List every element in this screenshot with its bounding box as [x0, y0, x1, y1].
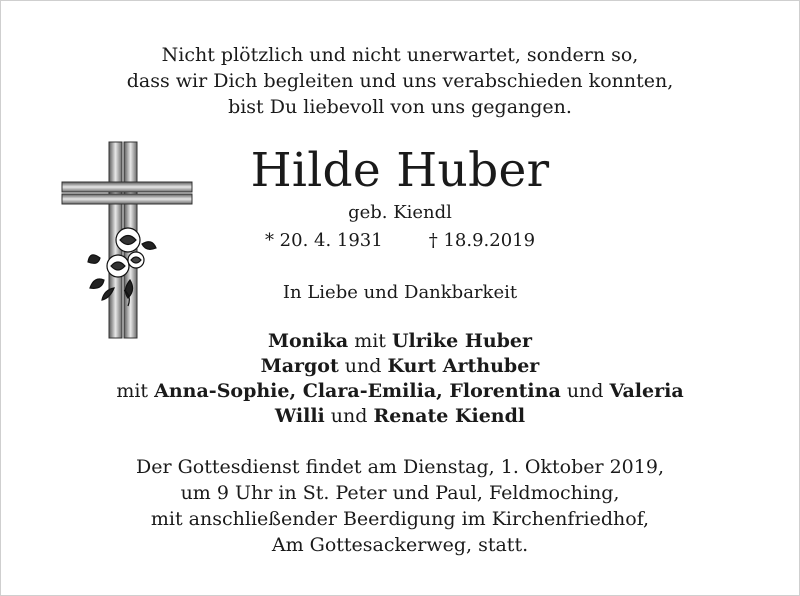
intro-line-1: Nicht plötzlich und nicht unerwartet, sondern so,: [161, 44, 639, 66]
service-line-4: Am Gottesackerweg, statt.: [271, 534, 529, 556]
maiden-name: geb. Kiendl: [348, 202, 452, 223]
mourner-name: Ulrike Huber: [391, 330, 533, 352]
mourner-name: Monika: [267, 330, 349, 352]
mourner-name: Margot: [260, 355, 339, 377]
mourner-name: Willi: [274, 405, 325, 427]
dedication: In Liebe und Dankbarkeit: [282, 282, 518, 303]
birth-date: * 20. 4. 1931: [264, 230, 383, 251]
intro-line-3: bist Du liebevoll von uns gegangen.: [228, 96, 572, 118]
mourner-name: Kurt Arthuber: [387, 355, 540, 377]
mourner-name: Anna-Sophie, Clara-Emilia, Florentina: [154, 380, 561, 402]
family-line-4: Willi und Renate Kiendl: [274, 405, 526, 427]
deceased-name: Hilde Huber: [250, 143, 550, 198]
service-line-2: um 9 Uhr in St. Peter und Paul, Feldmoching,: [180, 482, 620, 504]
mourner-name: Renate Kiendl: [373, 405, 526, 427]
family-line-1: Monika mit Ulrike Huber: [267, 330, 533, 352]
life-dates: [0, 230, 800, 251]
intro-line-2: dass wir Dich begleiten und uns verabschieden konnten,: [126, 70, 674, 92]
service-line-1: Der Gottesdienst findet am Dienstag, 1. Oktober 2019,: [135, 456, 664, 478]
death-date: † 18.9.2019: [428, 230, 536, 251]
service-line-3: mit anschließender Beerdigung im Kirchenfriedhof,: [150, 508, 650, 530]
family-line-2: Margot und Kurt Arthuber: [260, 355, 540, 377]
mourner-name: Valeria: [609, 380, 684, 402]
family-line-3: mit Anna-Sophie, Clara-Emilia, Florentina und Valeria: [116, 380, 684, 402]
